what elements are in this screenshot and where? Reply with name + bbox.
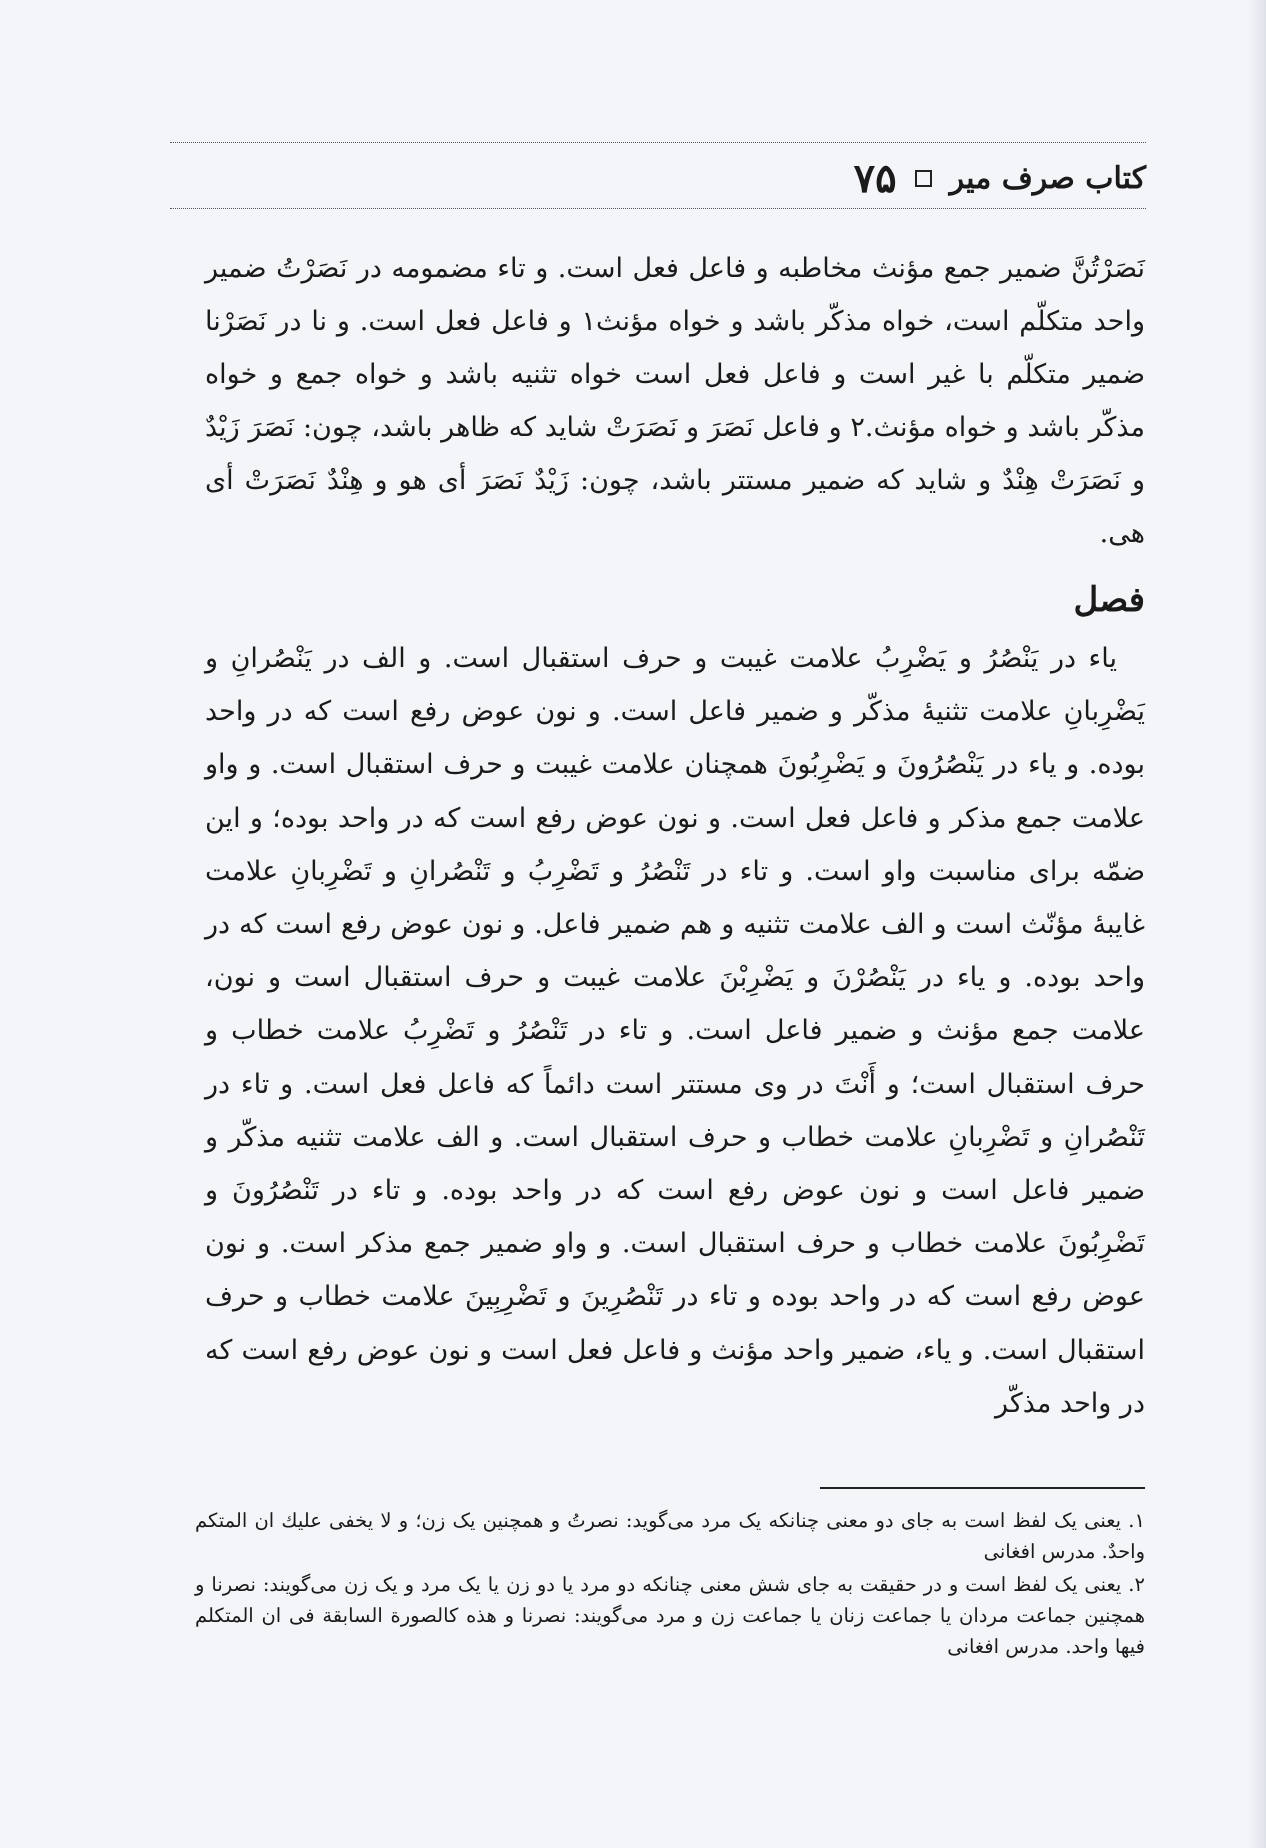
book-title: کتاب صرف میر (949, 160, 1146, 196)
paragraph-text: یاء در یَنْصُرُ و یَضْرِبُ علامت غیبت و حرف استقبال است. و الف در یَنْصُرانِ و یَضْرِبانِ علامت تثنیهٔ مذکّر و ضمیر فاعل است. و نون عوض رفع است که در واحد بوده. و یاء در یَنْصُرُونَ و یَضْرِبُونَ همچنان علامت غیبت و حرف استقبال است. و واو علامت جمع مذکر و فاعل فعل است. و نون عوض رفع است که در واحد بوده؛ و این ضمّه برای مناسبت واو است. و تاء در تَنْصُرُ و تَضْرِبُ و تَنْصُرانِ و تَضْرِبانِ علامت غایبهٔ مؤنّث است و الف علامت تثنیه و هم ضمیر فاعل. و نون عوض رفع است که در واحد بوده. و یاء در یَنْصُرْنَ و یَضْرِبْنَ علامت غیبت و حرف استقبال است و نون، علامت جمع مؤنث و ضمیر فاعل است. و تاء در تَنْصُرُ و تَضْرِبُ علامت خطاب و حرف استقبال است؛ و أَنْتَ در وی مستتر است دائماً که فاعل فعل است. و تاء در تَنْصُرانِ و تَضْرِبانِ علامت خطاب و حرف استقبال است. و الف علامت تثنیه مذکّر و ضمیر فاعل است و نون عوض رفع است که در واحد بوده. و تاء در تَنْصُرُونَ و تَضْرِبُونَ علامت خطاب و حرف استقبال است. و واو ضمیر جمع مذکر است. و نون عوض رفع است که در واحد بوده و تاء در تَنْصُرِینَ و تَضْرِبِینَ علامت خطاب و حرف استقبال است. و یاء، ضمیر واحد مؤنث و فاعل فعل است و نون عوض رفع است که در واحد مذکّر (205, 643, 1145, 1419)
section-heading: فصل (1073, 580, 1145, 620)
section-paragraph (205, 632, 1145, 1430)
paragraph-text: نَصَرْتُنَّ ضمیر جمع مؤنث مخاطبه و فاعل فعل است. و تاء مضمومه در نَصَرْتُ ضمیر واحد متکلّم است، خواه مذکّر باشد و خواه مؤنث۱ و فاعل فعل است. و نا در نَصَرْنا ضمیر متکلّم با غیر است و فاعل فعل است خواه تثنیه باشد و خواه جمع و خواه مذکّر باشد و خواه مؤنث.۲ و فاعل نَصَرَ و نَصَرَتْ شاید که ظاهر باشد، چون: نَصَرَ زَیْدٌ و نَصَرَتْ هِنْدٌ و شاید که ضمیر مستتر باشد، چون: زَیْدٌ نَصَرَ أی هو و هِنْدٌ نَصَرَتْ أی هی. (205, 253, 1145, 549)
square-ornament-icon (915, 170, 932, 187)
running-header (170, 148, 1146, 209)
footnotes (195, 1505, 1145, 1664)
footnote-divider (820, 1487, 1145, 1489)
footnote-2: ۲. یعنی یک لفظ است و در حقیقت به جای شش معنی چنانکه دو مرد یا دو زن یا یک مرد و یک زن می‌گویند: نصرنا و همچنین جماعت مردان یا جماعت زنان یا جماعت زن و مرد می‌گویند: نصرنا و هذه کالصورة السابقة فی ان المتکلم فیها واحد. مدرس افغانی (195, 1573, 1145, 1658)
page-number: ۷۵ (853, 154, 897, 202)
footnote-1: ۱. یعنی یک لفظ است به جای دو معنی چنانکه یک مرد می‌گوید: نصرتُ و همچنین یک زن؛ و لا یخفی علیك ان المتکم واحدٌ. مدرس افغانی (195, 1509, 1145, 1563)
paragraph-continuation (205, 242, 1145, 560)
